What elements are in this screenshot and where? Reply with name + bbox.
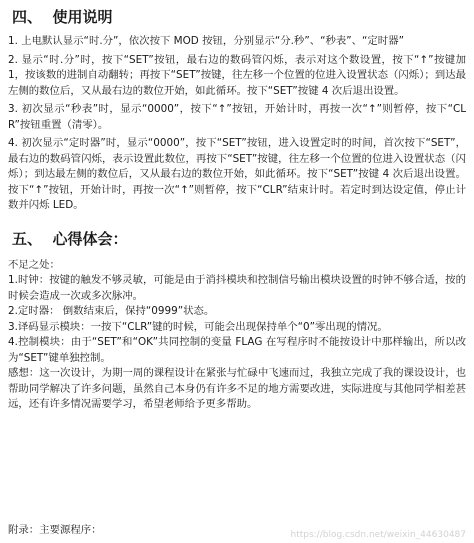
instruction-item-1: 1. 上电默认显示“时.分”，依次按下 MOD 按钮，分别显示“分.秒”、“秒表”、“定时器” (8, 35, 404, 47)
shortcoming-item-2: 2.定时器： 倒数结束后，保持“0999”状态。 (8, 305, 215, 317)
section-4-heading: 四、 使用说明 (12, 8, 113, 26)
section-5-heading: 五、 心得体会： (12, 229, 128, 248)
document-page (8, 2, 466, 413)
instruction-item-4: 4. 初次显示“定时器”时，显示“0000”，按下“SET”按钮，进入设置定时的时间，首次按下“SET”，最右边的数码管闪烁，表示设置此数位，再按下“SET”按键，往左移一个位置的位进入设置状态（闪烁）；到达最左侧的数位后，又从最右边的数位开始，如此循环。按下“SET”按键 4 次后退出设置。按下“↑”按钮，开始计时，再按一次“↑”则暂停，按下“CLR”结束计时。若定时到达设定值，停止计数并闪烁 LED。 (8, 137, 466, 211)
reflection-paragraph: 感想：这一次设计，为期一周的课程设计在紧张与忙碌中飞速而过，我独立完成了我的课设设计，也帮助同学解决了许多问题，虽然自己本身仍有许多不足的地方需要改进，实际进度与其他同学相差甚远，还有许多情况需要学习，希望老师给予更多帮助。 (8, 367, 466, 410)
instruction-item-3: 3. 初次显示“秒表”时，显示“0000”，按下“↑”按钮，开始计时，再按一次“↑”则暂停，按下“CLR”按钮重置（清零）。 (8, 103, 466, 131)
instruction-item-2: 2. 显示“时.分”时，按下“SET”按钮，最右边的数码管闪烁，表示对这个数设置，按下“↑”按键加 1，按该数的进制自动翻转；再按下“SET”按键，往左移一个位置的位进入设置状态（闪烁）；到达最左侧的数位后，又从最右边的数位开始，如此循环。按下“SET”按键 4 次后退出设置。 (8, 53, 466, 97)
appendix-label: 附录：主要源程序： (8, 524, 102, 536)
shortcoming-item-3: 3.译码显示模块：一按下“CLR”键的时候，可能会出现保持单个“0”零出现的情况。 (8, 320, 388, 333)
shortcoming-item-1: 1.时钟：按键的触发不够灵敏，可能是由于消抖模块和控制信号输出模块设置的时钟不够合适，按的时候会造成一次或多次脉冲。 (8, 274, 466, 302)
watermark: https://blog.csdn.net/weixin_44630487 (290, 530, 466, 540)
shortcomings-intro: 不足之处： (8, 258, 60, 271)
shortcoming-item-4: 4.控制模块：由于“SET”和“OK”共同控制的变量 FLAG 在写程序时不能按设计中那样输出，所以改为“SET”键单独控制。 (8, 336, 466, 364)
